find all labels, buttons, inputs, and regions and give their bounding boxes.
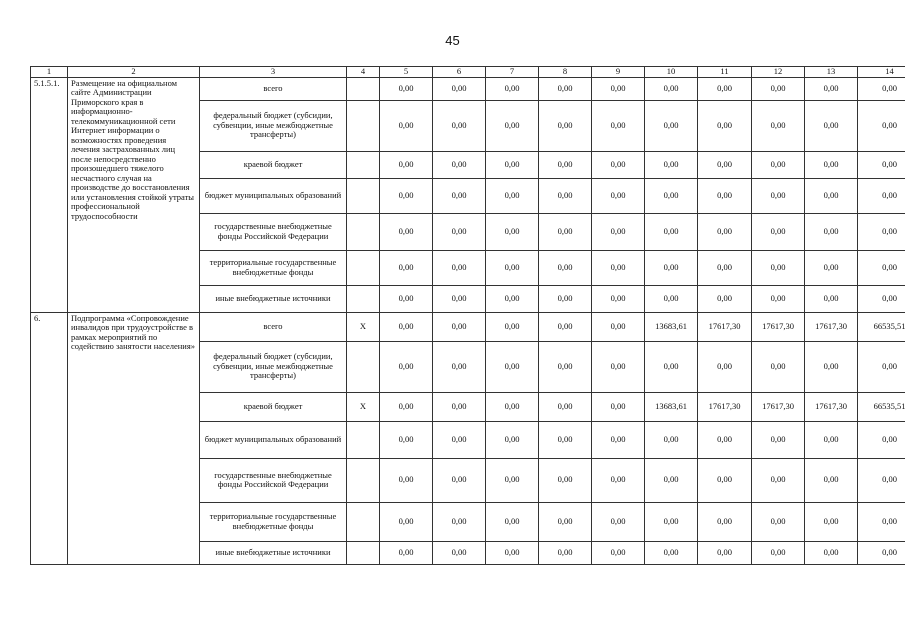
value-cell: 0,00 <box>539 392 592 421</box>
value-cell: 0,00 <box>433 178 486 213</box>
value-cell: 0,00 <box>433 250 486 285</box>
funding-source: федеральный бюджет (субсидии, субвенции, иные межбюджетные трансферты) <box>200 100 347 151</box>
funding-source: федеральный бюджет (субсидии, субвенции, иные межбюджетные трансферты) <box>200 341 347 392</box>
value-cell: 0,00 <box>752 250 805 285</box>
value-cell: 0,00 <box>592 77 645 100</box>
value-cell: 0,00 <box>592 151 645 178</box>
value-cell: 0,00 <box>698 285 752 312</box>
value-cell: 0,00 <box>858 178 905 213</box>
value-cell: 0,00 <box>433 458 486 502</box>
value-cell: 0,00 <box>805 285 858 312</box>
value-cell: 0,00 <box>858 285 905 312</box>
value-cell: 0,00 <box>752 341 805 392</box>
value-cell: 0,00 <box>486 341 539 392</box>
value-cell: 0,00 <box>592 285 645 312</box>
value-cell: 0,00 <box>645 341 698 392</box>
table-row <box>31 77 905 100</box>
value-cell: 0,00 <box>805 502 858 541</box>
value-cell: 0,00 <box>592 421 645 458</box>
value-cell: 0,00 <box>752 178 805 213</box>
column-number-header: 14 <box>858 67 905 78</box>
funding-source: всего <box>200 77 347 100</box>
column-number-header: 3 <box>200 67 347 78</box>
mark-cell <box>347 502 380 541</box>
value-cell: 0,00 <box>752 421 805 458</box>
funding-source: краевой бюджет <box>200 151 347 178</box>
value-cell: 0,00 <box>592 341 645 392</box>
mark-cell <box>347 421 380 458</box>
value-cell: 0,00 <box>752 151 805 178</box>
table-row <box>31 312 905 341</box>
value-cell: 0,00 <box>645 458 698 502</box>
value-cell: 0,00 <box>858 250 905 285</box>
value-cell: 0,00 <box>539 458 592 502</box>
value-cell: 0,00 <box>858 458 905 502</box>
value-cell: 0,00 <box>698 178 752 213</box>
value-cell: 0,00 <box>380 250 433 285</box>
value-cell: 0,00 <box>592 178 645 213</box>
value-cell: 0,00 <box>380 285 433 312</box>
mark-cell <box>347 178 380 213</box>
mark-cell: X <box>347 312 380 341</box>
value-cell: 0,00 <box>645 213 698 250</box>
funding-source: иные внебюджетные источники <box>200 541 347 564</box>
value-cell: 0,00 <box>592 250 645 285</box>
column-number-header: 5 <box>380 67 433 78</box>
value-cell: 0,00 <box>698 541 752 564</box>
value-cell: 0,00 <box>805 100 858 151</box>
column-number-header: 2 <box>68 67 200 78</box>
funding-source: иные внебюджетные источники <box>200 285 347 312</box>
value-cell: 0,00 <box>858 213 905 250</box>
value-cell: 0,00 <box>645 77 698 100</box>
value-cell: 0,00 <box>858 151 905 178</box>
value-cell: 0,00 <box>433 541 486 564</box>
value-cell: 0,00 <box>380 100 433 151</box>
value-cell: 0,00 <box>645 250 698 285</box>
value-cell: 0,00 <box>380 458 433 502</box>
value-cell: 0,00 <box>645 421 698 458</box>
value-cell: 0,00 <box>539 213 592 250</box>
value-cell: 0,00 <box>592 312 645 341</box>
mark-cell <box>347 541 380 564</box>
value-cell: 17617,30 <box>752 392 805 421</box>
page-number: 45 <box>445 33 460 48</box>
value-cell: 17617,30 <box>698 312 752 341</box>
value-cell: 13683,61 <box>645 312 698 341</box>
mark-cell <box>347 285 380 312</box>
mark-cell <box>347 213 380 250</box>
column-number-header: 12 <box>752 67 805 78</box>
value-cell: 0,00 <box>380 421 433 458</box>
value-cell: 0,00 <box>698 421 752 458</box>
value-cell: 0,00 <box>752 458 805 502</box>
column-number-header: 6 <box>433 67 486 78</box>
value-cell: 0,00 <box>380 213 433 250</box>
value-cell: 0,00 <box>539 285 592 312</box>
value-cell: 0,00 <box>486 250 539 285</box>
value-cell: 0,00 <box>858 77 905 100</box>
value-cell: 0,00 <box>486 421 539 458</box>
value-cell: 0,00 <box>858 502 905 541</box>
value-cell: 0,00 <box>752 213 805 250</box>
value-cell: 0,00 <box>805 250 858 285</box>
value-cell: 66535,51 <box>858 392 905 421</box>
value-cell: 0,00 <box>486 100 539 151</box>
value-cell: 0,00 <box>486 392 539 421</box>
value-cell: 0,00 <box>433 100 486 151</box>
mark-cell <box>347 77 380 100</box>
value-cell: 66535,51 <box>858 312 905 341</box>
value-cell: 17617,30 <box>752 312 805 341</box>
value-cell: 0,00 <box>433 77 486 100</box>
section-code: 5.1.5.1. <box>31 77 68 312</box>
value-cell: 0,00 <box>433 502 486 541</box>
column-number-header: 4 <box>347 67 380 78</box>
column-number-header: 8 <box>539 67 592 78</box>
value-cell: 0,00 <box>380 502 433 541</box>
budget-table <box>30 66 905 565</box>
value-cell: 0,00 <box>433 312 486 341</box>
value-cell: 0,00 <box>592 100 645 151</box>
value-cell: 13683,61 <box>645 392 698 421</box>
value-cell: 0,00 <box>805 77 858 100</box>
value-cell: 0,00 <box>380 151 433 178</box>
column-number-header: 9 <box>592 67 645 78</box>
column-number-header: 1 <box>31 67 68 78</box>
value-cell: 0,00 <box>539 312 592 341</box>
value-cell: 0,00 <box>752 77 805 100</box>
value-cell: 0,00 <box>698 213 752 250</box>
value-cell: 0,00 <box>592 392 645 421</box>
funding-source: территориальные государственные внебюджетные фонды <box>200 250 347 285</box>
value-cell: 0,00 <box>486 178 539 213</box>
value-cell: 0,00 <box>858 541 905 564</box>
value-cell: 0,00 <box>645 541 698 564</box>
value-cell: 0,00 <box>805 341 858 392</box>
funding-source: государственные внебюджетные фонды Российской Федерации <box>200 213 347 250</box>
value-cell: 0,00 <box>486 458 539 502</box>
value-cell: 0,00 <box>858 100 905 151</box>
section-name: Размещение на официальном сайте Администрации Приморского края в информационно-телекоммуникационной сети Интернет информации о возможностях проведения лечения застрахованных лиц после непосредственно произошедшего тяжелого несчастного случая на производстве до восстановления или установления стойкой утраты профессиональной трудоспособности <box>68 77 200 312</box>
value-cell: 0,00 <box>858 421 905 458</box>
value-cell: 0,00 <box>380 77 433 100</box>
funding-source: территориальные государственные внебюджетные фонды <box>200 502 347 541</box>
value-cell: 0,00 <box>698 341 752 392</box>
value-cell: 0,00 <box>380 312 433 341</box>
value-cell: 0,00 <box>805 213 858 250</box>
value-cell: 0,00 <box>592 502 645 541</box>
column-number-header: 11 <box>698 67 752 78</box>
value-cell: 0,00 <box>539 250 592 285</box>
value-cell: 0,00 <box>433 421 486 458</box>
value-cell: 0,00 <box>433 285 486 312</box>
value-cell: 0,00 <box>645 100 698 151</box>
value-cell: 0,00 <box>486 312 539 341</box>
funding-source: всего <box>200 312 347 341</box>
value-cell: 0,00 <box>752 502 805 541</box>
value-cell: 0,00 <box>486 151 539 178</box>
value-cell: 0,00 <box>433 341 486 392</box>
value-cell: 0,00 <box>539 151 592 178</box>
value-cell: 0,00 <box>752 285 805 312</box>
table-header-row <box>31 67 905 78</box>
value-cell: 0,00 <box>645 502 698 541</box>
value-cell: 0,00 <box>698 458 752 502</box>
section-code: 6. <box>31 312 68 564</box>
value-cell: 17617,30 <box>805 392 858 421</box>
value-cell: 0,00 <box>380 341 433 392</box>
mark-cell <box>347 151 380 178</box>
value-cell: 0,00 <box>539 77 592 100</box>
value-cell: 0,00 <box>805 178 858 213</box>
value-cell: 0,00 <box>539 421 592 458</box>
mark-cell <box>347 341 380 392</box>
value-cell: 0,00 <box>486 213 539 250</box>
mark-cell <box>347 100 380 151</box>
value-cell: 17617,30 <box>698 392 752 421</box>
value-cell: 0,00 <box>698 151 752 178</box>
value-cell: 0,00 <box>380 541 433 564</box>
funding-source: бюджет муниципальных образований <box>200 421 347 458</box>
column-number-header: 10 <box>645 67 698 78</box>
value-cell: 0,00 <box>805 458 858 502</box>
value-cell: 0,00 <box>380 392 433 421</box>
value-cell: 0,00 <box>805 541 858 564</box>
column-number-header: 13 <box>805 67 858 78</box>
value-cell: 0,00 <box>645 285 698 312</box>
value-cell: 0,00 <box>433 151 486 178</box>
value-cell: 0,00 <box>539 341 592 392</box>
funding-source: краевой бюджет <box>200 392 347 421</box>
value-cell: 0,00 <box>486 77 539 100</box>
value-cell: 0,00 <box>539 100 592 151</box>
value-cell: 0,00 <box>645 178 698 213</box>
value-cell: 0,00 <box>486 541 539 564</box>
mark-cell <box>347 458 380 502</box>
value-cell: 0,00 <box>539 541 592 564</box>
value-cell: 0,00 <box>592 541 645 564</box>
value-cell: 0,00 <box>752 100 805 151</box>
value-cell: 0,00 <box>698 250 752 285</box>
value-cell: 0,00 <box>645 151 698 178</box>
value-cell: 0,00 <box>380 178 433 213</box>
value-cell: 17617,30 <box>805 312 858 341</box>
column-number-header: 7 <box>486 67 539 78</box>
value-cell: 0,00 <box>805 421 858 458</box>
value-cell: 0,00 <box>486 502 539 541</box>
value-cell: 0,00 <box>592 213 645 250</box>
value-cell: 0,00 <box>539 178 592 213</box>
value-cell: 0,00 <box>698 77 752 100</box>
value-cell: 0,00 <box>592 458 645 502</box>
mark-cell: X <box>347 392 380 421</box>
value-cell: 0,00 <box>805 151 858 178</box>
value-cell: 0,00 <box>486 285 539 312</box>
value-cell: 0,00 <box>698 100 752 151</box>
value-cell: 0,00 <box>433 213 486 250</box>
value-cell: 0,00 <box>433 392 486 421</box>
value-cell: 0,00 <box>858 341 905 392</box>
funding-source: бюджет муниципальных образований <box>200 178 347 213</box>
value-cell: 0,00 <box>752 541 805 564</box>
funding-source: государственные внебюджетные фонды Российской Федерации <box>200 458 347 502</box>
section-name: Подпрограмма «Сопровождение инвалидов при трудоустройстве в рамках мероприятий по содействию занятости населения» <box>68 312 200 564</box>
mark-cell <box>347 250 380 285</box>
value-cell: 0,00 <box>539 502 592 541</box>
value-cell: 0,00 <box>698 502 752 541</box>
